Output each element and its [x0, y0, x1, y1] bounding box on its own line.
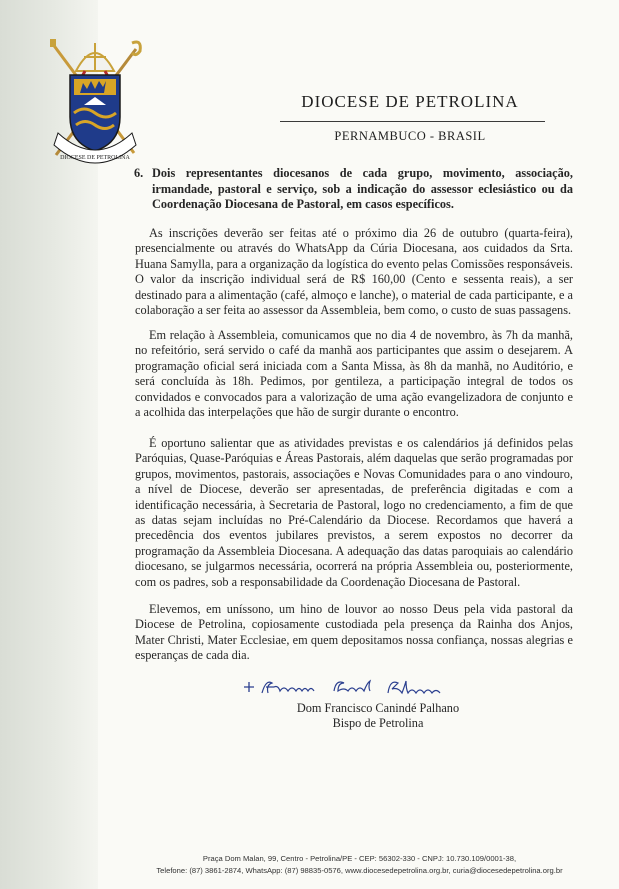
paragraph-calendarios: É oportuno salientar que as atividades previstas e os calendários já definidos pelas Paróquias, Quase-Paróquias e Áreas Pastorais, além daquelas que serão programadas por grupos, movimentos, pastorais, associações e Novas Comunidades para o ano vindouro, a nível de Diocese, deverão ser apresentadas, de preferência digitadas e com a identificação necessária, à Secretaria de Pastoral, logo no credenciamento, a fim de que as datas sejam incluídas no Pré-Calendário da Diocese. Recordamos que haverá a precedência dos eventos jubilares previstos, a serem expostos no decorrer da programação da Assembleia Diocesana. A adequação das datas paroquiais ao calendário diocesano, se julgarmos necessária, ocorrerá na própria Assembleia ou, posteriormente, com os padres, sob a responsabilidade da Coordenação Diocesana de Pastoral.	[135, 436, 573, 589]
diocese-title: DIOCESE DE PETROLINA	[301, 92, 519, 111]
svg-text:DIOCESE DE PETROLINA: DIOCESE DE PETROLINA	[60, 155, 130, 161]
list-item-6	[134, 166, 573, 213]
diocese-coat-of-arms-logo	[40, 35, 150, 175]
signatory-role: Bispo de Petrolina	[332, 716, 424, 730]
paragraph-assembleia: Em relação à Assembleia, comunicamos que no dia 4 de novembro, às 7h da manhã, no refeitório, será servido o café da manhã aos participantes que assim o desejarem. A programação oficial será iniciada com a Santa Missa, às 8h da manhã, no Auditório, e será concluída às 18h. Pedimos, por gentileza, a participação integral de todos os convidados e convocados para a valorização de uma ação evangelizadora de conjunto e a acolhida das interpelações que hão de surgir durante o encontro.	[135, 328, 573, 420]
handwritten-signature	[238, 677, 468, 699]
header-divider	[280, 121, 545, 122]
diocese-location: PERNAMBUCO - BRASIL	[334, 129, 486, 143]
footer-address: Praça Dom Malan, 99, Centro - Petrolina/PE - CEP: 56302-330 - CNPJ: 10.730.109/0001-38,	[202, 854, 517, 863]
list-item-text: Dois representantes diocesanos de cada grupo, movimento, associação, irmandade, pastoral e serviço, sob a indicação do assessor eclesiástico ou da Coordenação Diocesana de Pastoral, em casos específicos.	[152, 166, 573, 211]
list-item-number: 6.	[134, 166, 144, 180]
signatory-name: Dom Francisco Canindé Palhano	[296, 701, 460, 715]
paragraph-inscricoes: As inscrições deverão ser feitas até o próximo dia 26 de outubro (quarta-feira), presencialmente ou através do WhatsApp da Cúria Diocesana, aos cuidados da Srta. Huana Samylla, para a organização da logística do evento pelas Comissões responsáveis. O valor da inscrição individual será de R$ 160,00 (Cento e sessenta reais), a ser destinado para a alimentação (café, almoço e lanche), o material de cada participante, e a colaboração a ser feita ao assessor da Assembleia, bem como, o custo de suas passagens.	[135, 226, 573, 318]
paragraph-louvor: Elevemos, em uníssono, um hino de louvor ao nosso Deus pela vida pastoral da Diocese de Petrolina, copiosamente custodiada pela presença da Rainha dos Anjos, Mater Christi, Mater Ecclesiae, em quem depositamos nossa confiança, nossas alegrias e esperanças de cada dia.	[135, 602, 573, 663]
footer-contacts: Telefone: (87) 3861-2874, WhatsApp: (87) 98835-0576, www.diocesedepetrolina.org.br, curia@diocesedepetrolina.org.br	[156, 866, 563, 875]
